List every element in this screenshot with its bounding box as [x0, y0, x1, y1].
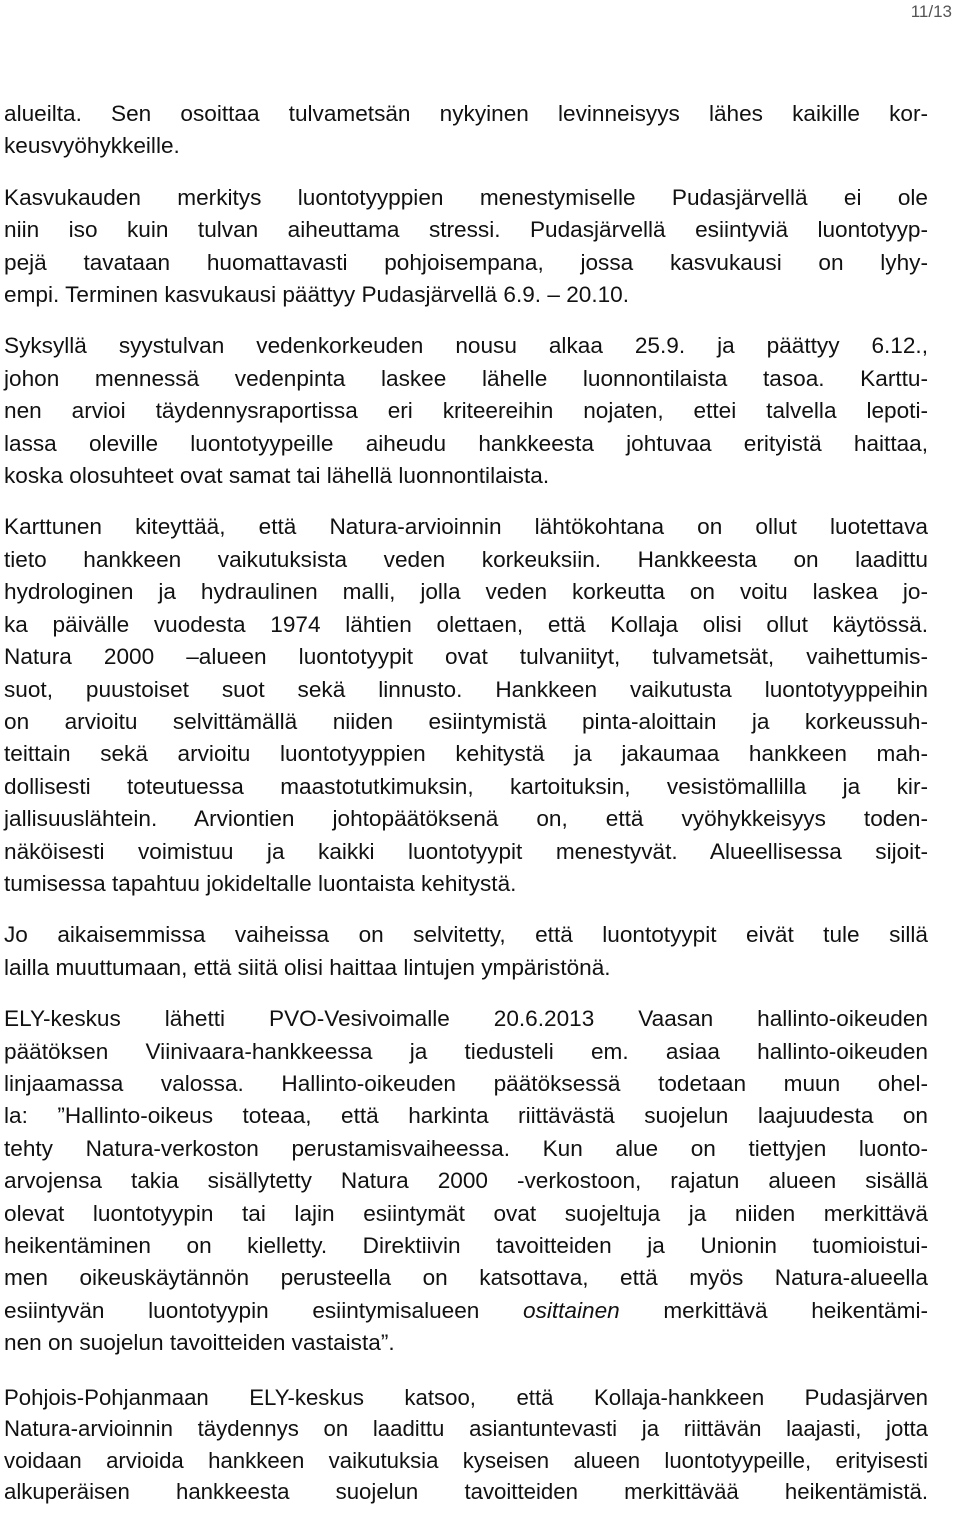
italic-emphasis: osittainen — [523, 1297, 620, 1323]
text-line: arvojensa takia sisällytetty Natura 2000 -verkostoon, rajatun alueen sisällä — [4, 1168, 928, 1194]
text-line: olevat luontotyypin tai lajin esiintymät ovat suojeltuja ja niiden merkittävä — [4, 1200, 928, 1226]
paragraph-kasvukausi — [4, 182, 928, 312]
text-line: alueilta. Sen osoittaa tulvametsän nykyinen levinneisyys lähes kaikille kor- — [4, 101, 928, 126]
text-line-mixed — [4, 1295, 928, 1327]
text-line: Kasvukauden merkitys luontotyyppien menestymiselle Pudasjärvellä ei ole — [4, 184, 928, 210]
text-line: näköisesti voimistuu ja kaikki luontotyypit menestyvät. Alueellisessa sijoit- — [4, 838, 928, 864]
paragraph-natura-arviointi — [4, 511, 928, 900]
paragraph-tulvametsa — [4, 98, 928, 163]
text-line: tieto hankkeen vaikutuksista veden korkeuksiin. Hankkeesta on laadittu — [4, 546, 928, 572]
text-line: Syksyllä syystulvan vedenkorkeuden nousu alkaa 25.9. ja päättyy 6.12., — [4, 333, 928, 359]
text-line: johon mennessä vedenpinta laskee lähelle luonnontilaista tasoa. Karttu- — [4, 365, 928, 391]
text-line: ka päivälle vuodesta 1974 lähtien olettaen, että Kollaja olisi ollut käytössä. — [4, 611, 928, 637]
text-line: suot, puustoiset suot sekä linnusto. Hankkeen vaikutusta luontotyyppeihin — [4, 676, 928, 702]
text-line: empi. Terminen kasvukausi päättyy Pudasjärvellä 6.9. – 20.10. — [4, 282, 630, 308]
text-line: päätöksen Viinivaara-hankkeessa ja tiedusteli em. asiaa hallinto-oikeuden — [4, 1038, 928, 1064]
text-line: lailla muuttumaan, että siitä olisi haittaa lintujen ympäristönä. — [4, 954, 611, 980]
text-line: jallisuuslähtein. Arviontien johtopäätöksenä on, että vyöhykkeisyys toden- — [4, 806, 928, 832]
text-line: hydrologinen ja hydraulinen malli, jolla veden korkeutta on voitu laskea jo- — [4, 579, 928, 605]
text-segment: merkittävä heikentämi- — [663, 1297, 928, 1323]
paragraph-hallinto-oikeus — [4, 1003, 928, 1359]
text-line: Pohjois-Pohjanmaan ELY-keskus katsoo, että Kollaja-hankkeen Pudasjärven — [4, 1384, 928, 1410]
text-line: koska olosuhteet ovat samat tai lähellä luonnontilaista. — [4, 463, 550, 489]
text-line: lassa oleville luontotyypeille aiheudu hankkeesta johtuvaa erityistä haittaa, — [4, 430, 928, 456]
text-line: tumisessa tapahtuu jokideltalle luontaista kehitystä. — [4, 870, 517, 896]
text-line: on arvioitu selvittämällä niiden esiintymistä pinta-aloittain ja korkeussuh- — [4, 708, 928, 734]
document-body — [4, 98, 928, 1508]
text-line: nen arvioi täydennysraportissa eri kriteereihin nojaten, ettei talvella lepoti- — [4, 398, 928, 424]
text-line: dollisesti toteutuessa maastotutkimuksin, kartoituksin, vesistömallilla ja kir- — [4, 773, 928, 799]
text-segment: esiintyvän luontotyypin esiintymisalueen — [4, 1297, 480, 1323]
text-line: voidaan arvioida hankkeen vaikutuksia kyseisen alueen luontotyypeille, erityisesti — [4, 1447, 928, 1473]
text-line: pejä tavataan huomattavasti pohjoisempana, jossa kasvukausi on lyhy- — [4, 249, 928, 275]
text-line: nen on suojelun tavoitteiden vastaista”. — [4, 1330, 395, 1356]
text-line: Jo aikaisemmissa vaiheissa on selvitetty, että luontotyypit eivät tule sillä — [4, 922, 928, 948]
text-line: teittain sekä arvioitu luontotyyppien kehitystä ja jakaumaa hankkeen mah- — [4, 741, 928, 767]
text-line: Natura-arvioinnin täydennys on laadittu asiantuntevasti ja riittävän laajasti, jotta — [4, 1416, 928, 1442]
paragraph-linnusto — [4, 919, 928, 984]
text-line: linjaamassa valossa. Hallinto-oikeuden päätöksessä todetaan muun ohel- — [4, 1070, 928, 1096]
text-line: alkuperäisen hankkeesta suojelun tavoitteiden merkittävää heikentämistä. — [4, 1479, 928, 1505]
text-line: niin iso kuin tulvan aiheuttama stressi. Pudasjärvellä esiintyviä luontotyyp- — [4, 217, 928, 243]
paragraph-ely-keskus-katsoo — [4, 1382, 928, 1508]
text-line: ELY-keskus lähetti PVO-Vesivoimalle 20.6.2013 Vaasan hallinto-oikeuden — [4, 1006, 928, 1032]
paragraph-syystulva — [4, 330, 928, 492]
page-number: 11/13 — [910, 2, 952, 21]
text-line: Karttunen kiteyttää, että Natura-arvioinnin lähtökohtana on ollut luotettava — [4, 514, 928, 540]
text-line: tehty Natura-verkoston perustamisvaiheessa. Kun alue on tiettyjen luonto- — [4, 1135, 928, 1161]
text-line: men oikeuskäytännön perusteella on katsottava, että myös Natura-alueella — [4, 1265, 928, 1291]
text-line: la: ”Hallinto-oikeus toteaa, että harkinta riittävästä suojelun laajuudesta on — [4, 1103, 928, 1129]
text-line: Natura 2000 –alueen luontotyypit ovat tulvaniityt, tulvametsät, vaihettumis- — [4, 644, 928, 670]
text-line: keusvyöhykkeille. — [4, 133, 180, 159]
text-line: heikentäminen on kielletty. Direktiivin tavoitteiden ja Unionin tuomioistui- — [4, 1233, 928, 1258]
